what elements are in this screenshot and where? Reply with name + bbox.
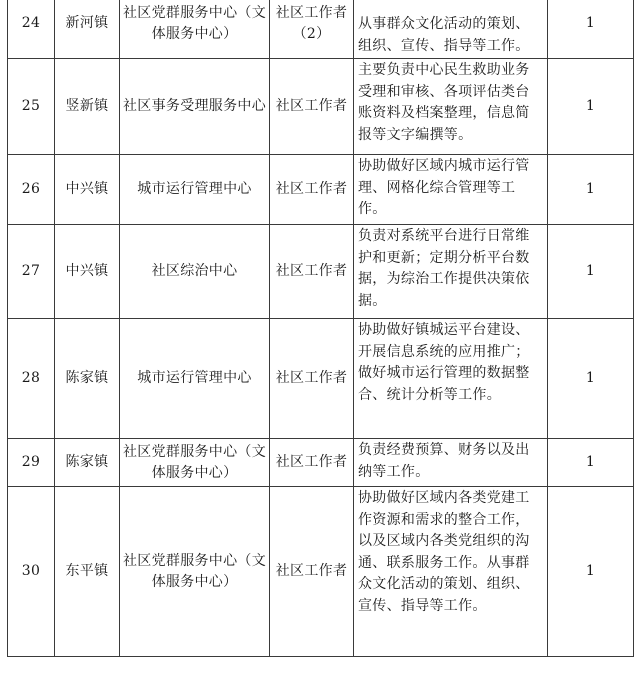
table-row <box>8 439 634 487</box>
town-cell: 竖新镇 <box>55 59 120 155</box>
count-cell: 1 <box>548 155 634 225</box>
count-cell: 1 <box>548 319 634 439</box>
table-row <box>8 0 634 59</box>
unit-cell: 社区党群服务中心（文体服务中心） <box>120 439 270 487</box>
unit-cell: 社区事务受理服务中心 <box>120 59 270 155</box>
duty-cell: 协助做好区域内城市运行管理、网格化综合管理等工作。 <box>354 155 548 225</box>
positions-table <box>7 0 634 657</box>
town-cell: 东平镇 <box>55 487 120 657</box>
duty-cell: 协助做好镇城运平台建设、开展信息系统的应用推广；做好城市运行管理的数据整合、统计分析等工作。 <box>354 319 548 439</box>
duty-cell: 协助做好区域内各类党建工作资源和需求的整合工作，以及区域内各类党组织的沟通、联系服务工作。从事群众文化活动的策划、组织、宣传、指导等工作。 <box>354 487 548 657</box>
town-cell: 新河镇 <box>55 0 120 59</box>
town-cell: 中兴镇 <box>55 225 120 319</box>
row-number: 28 <box>8 319 55 439</box>
position-cell: 社区工作者 <box>270 439 354 487</box>
town-cell: 中兴镇 <box>55 155 120 225</box>
town-cell: 陈家镇 <box>55 319 120 439</box>
row-number: 25 <box>8 59 55 155</box>
position-cell: 社区工作者 <box>270 487 354 657</box>
row-number: 27 <box>8 225 55 319</box>
position-cell: 社区工作者 <box>270 319 354 439</box>
row-number: 30 <box>8 487 55 657</box>
unit-cell: 城市运行管理中心 <box>120 319 270 439</box>
row-number: 26 <box>8 155 55 225</box>
table-row <box>8 225 634 319</box>
duty-cell: 从事群众文化活动的策划、组织、宣传、指导等工作。 <box>354 0 548 59</box>
unit-cell: 社区党群服务中心（文体服务中心） <box>120 487 270 657</box>
unit-cell: 社区党群服务中心（文体服务中心） <box>120 0 270 59</box>
position-cell: 社区工作者 <box>270 225 354 319</box>
unit-cell: 社区综治中心 <box>120 225 270 319</box>
count-cell: 1 <box>548 439 634 487</box>
count-cell: 1 <box>548 487 634 657</box>
row-number: 24 <box>8 0 55 59</box>
unit-cell: 城市运行管理中心 <box>120 155 270 225</box>
position-cell: 社区工作者 <box>270 59 354 155</box>
table-row <box>8 487 634 657</box>
table-row <box>8 155 634 225</box>
row-number: 29 <box>8 439 55 487</box>
table-row <box>8 59 634 155</box>
position-cell: 社区工作者 <box>270 155 354 225</box>
position-cell: 社区工作者（2） <box>270 0 354 59</box>
table-row <box>8 319 634 439</box>
duty-cell: 负责对系统平台进行日常维护和更新；定期分析平台数据，为综治工作提供决策依据。 <box>354 225 548 319</box>
count-cell: 1 <box>548 225 634 319</box>
count-cell: 1 <box>548 59 634 155</box>
duty-cell: 负责经费预算、财务以及出纳等工作。 <box>354 439 548 487</box>
town-cell: 陈家镇 <box>55 439 120 487</box>
count-cell: 1 <box>548 0 634 59</box>
duty-cell: 主要负责中心民生救助业务受理和审核、各项评估类台账资料及档案整理，信息简报等文字编撰等。 <box>354 59 548 155</box>
